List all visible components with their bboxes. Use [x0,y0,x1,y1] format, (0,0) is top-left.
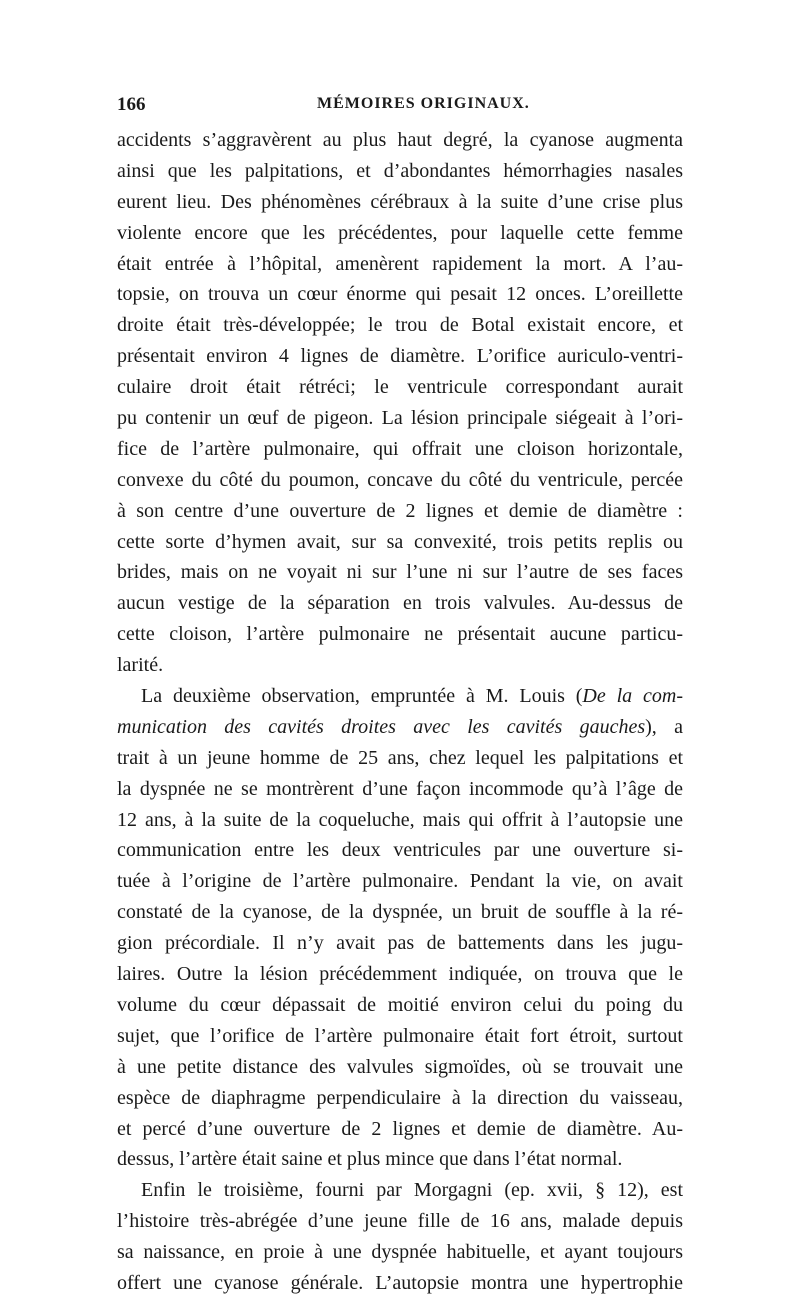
text-line: topsie, on trouva un cœur énorme qui pesait 12 onces. L’oreillette [117,283,683,306]
italic-title-segment: De la com- [582,685,683,708]
text-line: ainsi que les palpitations, et d’abondantes hémorrhagies nasales [117,159,683,182]
text-line: volume du cœur dépassait de moitié environ celui du poing du [117,993,683,1016]
text-line: convexe du côté du poumon, concave du côté du ventricule, percée [117,468,683,491]
running-head [117,94,683,124]
text-line: droite était très-développée; le trou de Botal existait encore, et [117,314,683,337]
text-line: eurent lieu. Des phénomènes cérébraux à la suite d’une crise plus [117,190,683,213]
paragraph-3 [117,1175,683,1299]
text-line: accidents s’aggravèrent au plus haut degré, la cyanose augmenta [117,129,683,151]
text-line: laires. Outre la lésion précédemment indiquée, on trouva que le [117,963,683,986]
text-line: communication entre les deux ventricules par une ouverture si- [117,839,683,862]
text-line: trait à un jeune homme de 25 ans, chez lequel les palpitations et [117,746,683,769]
text-line: sujet, que l’orifice de l’artère pulmonaire était fort étroit, surtout [117,1024,683,1047]
text-line: dessus, l’artère était saine et plus mince que dans l’état normal. [117,1148,623,1171]
text-line: sa naissance, en proie à une dyspnée habituelle, et ayant toujours [117,1241,683,1264]
italic-title-segment: munication des cavités droites avec les cavités gauches [117,715,646,738]
text-line: offert une cyanose générale. L’autopsie montra une hypertrophie [117,1271,683,1294]
text-line: constaté de la cyanose, de la dyspnée, un bruit de souffle à la ré- [117,901,683,924]
text-line: fice de l’artère pulmonaire, qui offrait une cloison horizontale, [117,437,683,460]
text-line: gion précordiale. Il n’y avait pas de battements dans les jugu- [117,932,683,955]
text-line: 12 ans, à la suite de la coqueluche, mais qui offrit à l’autopsie une [117,808,683,831]
text-line: espèce de diaphragme perpendiculaire à la direction du vaisseau, [117,1086,683,1109]
paragraph-1 [117,125,683,681]
text-line: à son centre d’une ouverture de 2 lignes et demie de diamètre : [117,499,683,522]
text-line: culaire droit était rétréci; le ventricule correspondant aurait [117,376,683,399]
text-line: pu contenir un œuf de pigeon. La lésion principale siégeait à l’ori- [117,407,683,430]
text-line: cette cloison, l’artère pulmonaire ne présentait aucune particu- [117,623,683,646]
text-line: la dyspnée ne se montrèrent d’une façon incommode qu’à l’âge de [117,777,683,800]
text-line: tuée à l’origine de l’artère pulmonaire. Pendant la vie, on avait [117,870,683,893]
page-number: 166 [117,94,146,115]
paragraph-2 [117,681,683,1175]
text-line: l’histoire très-abrégée d’une jeune fille de 16 ans, malade depuis [117,1210,683,1233]
text-line: était entrée à l’hôpital, amenèrent rapidement la mort. A l’au- [117,252,683,275]
text-line [117,681,683,712]
text-line: violente encore que les précédentes, pour laquelle cette femme [117,221,683,244]
text-line: aucun vestige de la séparation en trois valvules. Au-dessus de [117,592,683,615]
text-line: Enfin le troisième, fourni par Morgagni (ep. xvii, § 12), est [141,1179,683,1202]
text-line: brides, mais on ne voyait ni sur l’une ni sur l’autre de ses faces [117,561,683,584]
text-line: et percé d’une ouverture de 2 lignes et demie de diamètre. Au- [117,1117,683,1140]
text-line: cette sorte d’hymen avait, sur sa convexité, trois petits replis ou [117,530,683,553]
text-segment: ), a [645,715,683,738]
text-line [117,712,683,743]
running-title: MÉMOIRES ORIGINAUX. [317,95,530,112]
text-line: à une petite distance des valvules sigmoïdes, où se trouvait une [117,1055,683,1078]
body-text [117,125,683,1299]
text-line: larité. [117,654,164,677]
text-line: présentait environ 4 lignes de diamètre. L’orifice auriculo-ventri- [117,345,683,368]
text-segment: La deuxième observation, empruntée à M. Louis ( [141,685,583,708]
